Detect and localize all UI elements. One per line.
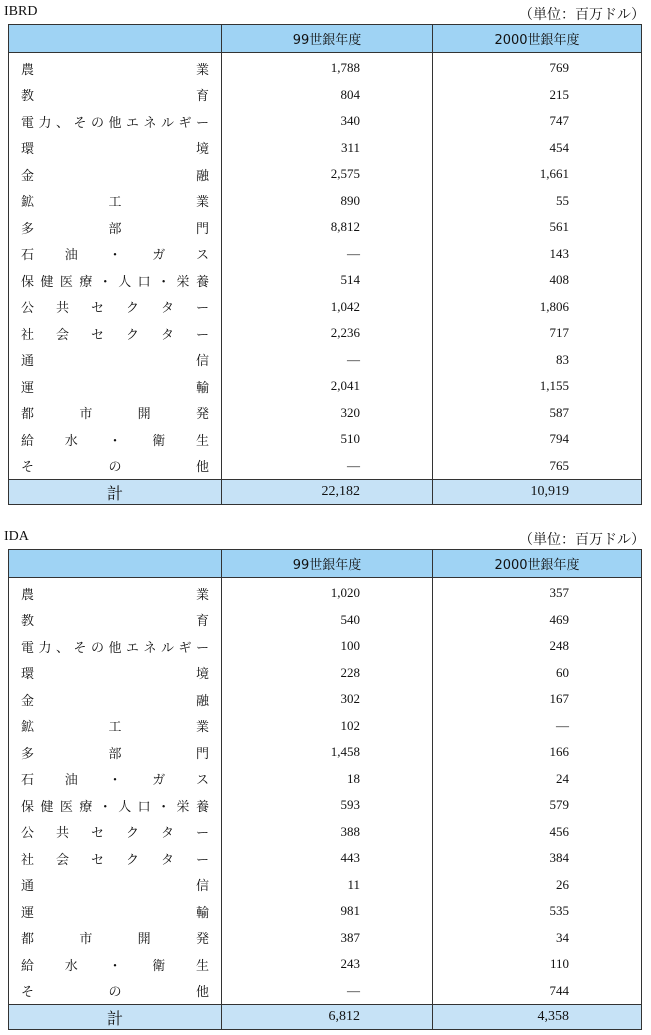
value-1999: 11 <box>222 872 433 899</box>
value-2000: 769 <box>433 53 642 82</box>
value-2000: 248 <box>433 633 642 660</box>
value-2000: 60 <box>433 660 642 687</box>
sector-label <box>9 578 222 607</box>
value-2000: 469 <box>433 607 642 634</box>
value-2000: 765 <box>433 453 642 480</box>
value-2000: 166 <box>433 739 642 766</box>
value-1999: 340 <box>222 108 433 135</box>
table-row <box>9 578 642 607</box>
sector-label-text: 都 市 開 発 <box>21 407 209 423</box>
value-1999: 2,575 <box>222 161 433 188</box>
sector-label-text: 農 業 <box>21 587 209 603</box>
sector-label-text: 農 業 <box>21 62 209 78</box>
value-1999: 981 <box>222 898 433 925</box>
table-row <box>9 819 642 846</box>
sector-label-text: 石 油 ・ ガ ス <box>21 773 209 789</box>
ida-unit-note: （単位：百万ドル） <box>519 532 645 548</box>
total-2000: 4,358 <box>433 1005 642 1030</box>
sector-label-text: 金 融 <box>21 168 209 184</box>
total-1999: 22,182 <box>222 480 433 505</box>
sector-label <box>9 267 222 294</box>
value-2000: 579 <box>433 792 642 819</box>
value-2000: 454 <box>433 135 642 162</box>
sector-label <box>9 53 222 82</box>
table-row <box>9 373 642 400</box>
ida-title: IDA <box>4 529 29 544</box>
value-2000: 143 <box>433 241 642 268</box>
sector-label-text: 保健医療・人口・栄養 <box>21 274 209 290</box>
value-1999: 18 <box>222 766 433 793</box>
value-1999: 1,788 <box>222 53 433 82</box>
sector-label-text: 教 育 <box>21 89 209 105</box>
table-row <box>9 161 642 188</box>
table-row <box>9 135 642 162</box>
sector-label <box>9 453 222 480</box>
value-2000: 744 <box>433 978 642 1005</box>
sector-label <box>9 660 222 687</box>
sector-label <box>9 819 222 846</box>
table-row <box>9 188 642 215</box>
total-row <box>9 1005 642 1030</box>
value-1999: 2,041 <box>222 373 433 400</box>
table-row <box>9 400 642 427</box>
table-row <box>9 713 642 740</box>
sector-label-text: 公 共 セ ク タ ー <box>21 301 209 317</box>
value-2000: 717 <box>433 320 642 347</box>
table-row <box>9 607 642 634</box>
ida-header-blank <box>9 550 222 578</box>
value-2000: 1,155 <box>433 373 642 400</box>
sector-label-text: 環 境 <box>21 142 209 158</box>
sector-label <box>9 214 222 241</box>
table-row <box>9 739 642 766</box>
table-row <box>9 347 642 374</box>
value-2000: 384 <box>433 845 642 872</box>
sector-label <box>9 426 222 453</box>
ibrd-header-blank <box>9 25 222 53</box>
sector-label-text: 通 信 <box>21 354 209 370</box>
value-2000: 1,661 <box>433 161 642 188</box>
total-label <box>9 480 222 505</box>
sector-label <box>9 898 222 925</box>
ibrd-rows <box>9 53 642 505</box>
ida-header <box>0 527 651 547</box>
sector-label-text: そ の 他 <box>21 985 209 1001</box>
table-row <box>9 951 642 978</box>
value-1999: 443 <box>222 845 433 872</box>
sector-label-text: 給 水 ・ 衛 生 <box>21 433 209 449</box>
ibrd-title: IBRD <box>4 4 38 19</box>
table-row <box>9 925 642 952</box>
value-1999: 514 <box>222 267 433 294</box>
table-row <box>9 108 642 135</box>
sector-label-text: 通 信 <box>21 879 209 895</box>
table-row <box>9 660 642 687</box>
value-2000: 408 <box>433 267 642 294</box>
table-row <box>9 82 642 109</box>
value-2000: 794 <box>433 426 642 453</box>
sector-label <box>9 686 222 713</box>
table-row <box>9 766 642 793</box>
value-2000: 456 <box>433 819 642 846</box>
sector-label-text: 給 水 ・ 衛 生 <box>21 958 209 974</box>
value-1999: 302 <box>222 686 433 713</box>
value-2000: 747 <box>433 108 642 135</box>
table-row <box>9 633 642 660</box>
ibrd-header <box>0 2 651 22</box>
sector-label <box>9 792 222 819</box>
sector-label <box>9 951 222 978</box>
value-2000: 587 <box>433 400 642 427</box>
sector-label <box>9 188 222 215</box>
value-1999: — <box>222 453 433 480</box>
sector-label <box>9 739 222 766</box>
total-label-text: 計 <box>106 1008 123 1028</box>
sector-label <box>9 845 222 872</box>
ida-table <box>8 549 642 1030</box>
total-row <box>9 480 642 505</box>
table-row <box>9 898 642 925</box>
value-1999: 804 <box>222 82 433 109</box>
sector-label-text: 運 輸 <box>21 380 209 396</box>
sector-label <box>9 925 222 952</box>
sector-label-text: 社 会 セ ク タ ー <box>21 852 209 868</box>
sector-label-text: 多 部 門 <box>21 221 209 237</box>
table-row <box>9 686 642 713</box>
value-1999: 228 <box>222 660 433 687</box>
sector-label <box>9 713 222 740</box>
table-row <box>9 792 642 819</box>
ibrd-unit-note: （単位：百万ドル） <box>519 7 645 23</box>
value-2000: 24 <box>433 766 642 793</box>
sector-label <box>9 373 222 400</box>
ibrd-col-2000: 2000世銀年度 <box>433 25 642 53</box>
value-1999: 102 <box>222 713 433 740</box>
sector-label-text: 多 部 門 <box>21 746 209 762</box>
table-row <box>9 267 642 294</box>
value-1999: 1,042 <box>222 294 433 321</box>
table-row <box>9 214 642 241</box>
value-1999: — <box>222 241 433 268</box>
ibrd-col-1999: 99世銀年度 <box>222 25 433 53</box>
table-row <box>9 978 642 1005</box>
value-1999: 540 <box>222 607 433 634</box>
sector-label <box>9 347 222 374</box>
value-2000: 26 <box>433 872 642 899</box>
table-row <box>9 320 642 347</box>
total-label-text: 計 <box>106 483 123 503</box>
value-1999: 890 <box>222 188 433 215</box>
sector-label-text: 金 融 <box>21 693 209 709</box>
value-1999: 1,458 <box>222 739 433 766</box>
sector-label <box>9 82 222 109</box>
value-2000: 34 <box>433 925 642 952</box>
value-1999: — <box>222 347 433 374</box>
ida-rows <box>9 578 642 1030</box>
table-row <box>9 53 642 82</box>
sector-label <box>9 400 222 427</box>
value-1999: — <box>222 978 433 1005</box>
sector-label-text: 電力、その他エネルギー <box>21 640 209 656</box>
value-1999: 1,020 <box>222 578 433 607</box>
sector-label <box>9 108 222 135</box>
value-2000: 167 <box>433 686 642 713</box>
value-2000: 55 <box>433 188 642 215</box>
value-1999: 311 <box>222 135 433 162</box>
value-1999: 243 <box>222 951 433 978</box>
value-1999: 2,236 <box>222 320 433 347</box>
sector-label-text: 環 境 <box>21 667 209 683</box>
sector-label <box>9 241 222 268</box>
sector-label <box>9 161 222 188</box>
ida-col-2000: 2000世銀年度 <box>433 550 642 578</box>
value-1999: 387 <box>222 925 433 952</box>
ibrd-section <box>0 2 651 503</box>
table-row <box>9 294 642 321</box>
table-row <box>9 872 642 899</box>
sector-label-text: 電力、その他エネルギー <box>21 115 209 131</box>
value-2000: 357 <box>433 578 642 607</box>
table-row <box>9 241 642 268</box>
value-2000: 215 <box>433 82 642 109</box>
value-2000: 561 <box>433 214 642 241</box>
value-1999: 510 <box>222 426 433 453</box>
sector-label-text: 保健医療・人口・栄養 <box>21 799 209 815</box>
sector-label-text: そ の 他 <box>21 460 209 476</box>
sector-label <box>9 633 222 660</box>
ida-section <box>0 527 651 1028</box>
value-2000: 83 <box>433 347 642 374</box>
value-2000: 1,806 <box>433 294 642 321</box>
sector-label <box>9 320 222 347</box>
value-2000: — <box>433 713 642 740</box>
sector-label-text: 運 輸 <box>21 905 209 921</box>
sector-label-text: 石 油 ・ ガ ス <box>21 248 209 264</box>
sector-label-text: 都 市 開 発 <box>21 932 209 948</box>
value-1999: 100 <box>222 633 433 660</box>
sector-label <box>9 978 222 1005</box>
sector-label <box>9 294 222 321</box>
sector-label <box>9 872 222 899</box>
table-row <box>9 426 642 453</box>
table-row <box>9 453 642 480</box>
sector-label <box>9 766 222 793</box>
sector-label-text: 鉱 工 業 <box>21 195 209 211</box>
value-1999: 8,812 <box>222 214 433 241</box>
table-row <box>9 845 642 872</box>
sector-label <box>9 135 222 162</box>
ida-col-1999: 99世銀年度 <box>222 550 433 578</box>
value-2000: 535 <box>433 898 642 925</box>
ibrd-table <box>8 24 642 505</box>
value-1999: 388 <box>222 819 433 846</box>
value-1999: 593 <box>222 792 433 819</box>
sector-label-text: 教 育 <box>21 614 209 630</box>
total-2000: 10,919 <box>433 480 642 505</box>
sector-label <box>9 607 222 634</box>
total-1999: 6,812 <box>222 1005 433 1030</box>
value-1999: 320 <box>222 400 433 427</box>
value-2000: 110 <box>433 951 642 978</box>
sector-label-text: 鉱 工 業 <box>21 720 209 736</box>
sector-label-text: 公 共 セ ク タ ー <box>21 826 209 842</box>
sector-label-text: 社 会 セ ク タ ー <box>21 327 209 343</box>
total-label <box>9 1005 222 1030</box>
